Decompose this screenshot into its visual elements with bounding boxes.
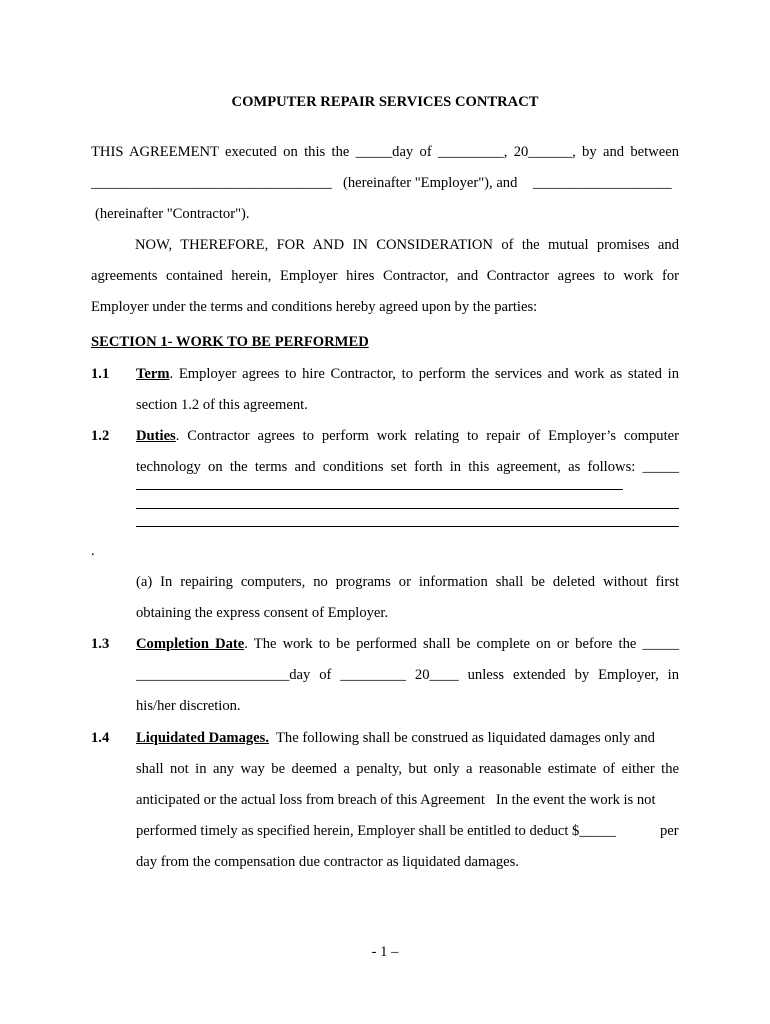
clause-1-3-number: 1.3: [91, 636, 110, 652]
recital-line-3: Employer under the terms and conditions hereby agreed upon by the parties:: [91, 299, 538, 315]
intro-line-1: THIS AGREEMENT executed on this the _____day of _________, 20______, by and between: [91, 144, 679, 160]
recital-line-2: agreements contained herein, Employer hires Contractor, and Contractor agrees to work for: [91, 268, 679, 284]
clause-1-4-line-4-end: per: [660, 823, 679, 839]
clause-1-1-line-2: section 1.2 of this agreement.: [136, 397, 308, 413]
clause-1-4-line-3: anticipated or the actual loss from breach of this Agreement In the event the work is not: [136, 792, 656, 808]
clause-1-3-term: Completion Date: [136, 636, 245, 652]
recital-line-1: NOW, THEREFORE, FOR AND IN CONSIDERATION of the mutual promises and: [135, 237, 679, 253]
intro-employer-blank: _________________________________: [91, 175, 332, 191]
clause-1-4-line-1: [136, 730, 679, 747]
clause-1-3-line-3: his/her discretion.: [136, 698, 241, 714]
clause-1-4-line-4: performed timely as specified herein, Employer shall be entitled to deduct $_____: [136, 823, 616, 839]
clause-1-4-line-5: day from the compensation due contractor as liquidated damages.: [136, 854, 519, 870]
section-1-heading: SECTION 1- WORK TO BE PERFORMED: [91, 334, 369, 350]
clause-1-1-term: Term: [136, 366, 170, 382]
clause-1-2-sub-a-line-1: (a) In repairing computers, no programs or information shall be deleted without first: [136, 574, 679, 590]
clause-1-3-line-2: _____________________day of _________ 20____ unless extended by Employer, in: [136, 667, 679, 683]
clause-1-2-line-1: [136, 428, 679, 445]
clause-1-1-line-1: [136, 366, 679, 383]
duties-blank-line-1: [136, 489, 623, 490]
clause-1-3-text: . The work to be performed shall be complete on or before the _____: [244, 636, 679, 652]
clause-1-3-line-1: [136, 636, 679, 653]
clause-1-4-number: 1.4: [91, 730, 110, 746]
intro-line-3: (hereinafter "Contractor").: [95, 206, 250, 222]
intro-line-2-text: (hereinafter "Employer"), and: [343, 175, 518, 191]
clause-1-2-term: Duties: [136, 428, 176, 444]
clause-1-1-text: . Employer agrees to hire Contractor, to perform the services and work as stated in: [169, 366, 679, 382]
clause-1-2-sub-a-line-2: obtaining the express consent of Employer.: [136, 605, 389, 621]
stray-period: .: [91, 543, 95, 559]
clause-1-1-number: 1.1: [91, 366, 110, 382]
clause-1-4-line-2: shall not in any way be deemed a penalty, but only a reasonable estimate of either the: [136, 761, 679, 777]
clause-1-4-term: Liquidated Damages.: [136, 730, 269, 746]
duties-blank-line-3: [136, 526, 679, 527]
duties-blank-line-2: [136, 508, 679, 509]
intro-contractor-blank: ___________________: [533, 175, 672, 191]
clause-1-2-text: . Contractor agrees to perform work relating to repair of Employer’s computer: [175, 428, 679, 444]
page-number: - 1 –: [371, 944, 399, 960]
clause-1-2-number: 1.2: [91, 428, 110, 444]
clause-1-2-line-2: technology on the terms and conditions set forth in this agreement, as follows: _____: [136, 459, 679, 475]
clause-1-4-text: The following shall be construed as liquidated damages only and: [268, 730, 655, 746]
document-title: COMPUTER REPAIR SERVICES CONTRACT: [231, 94, 539, 110]
